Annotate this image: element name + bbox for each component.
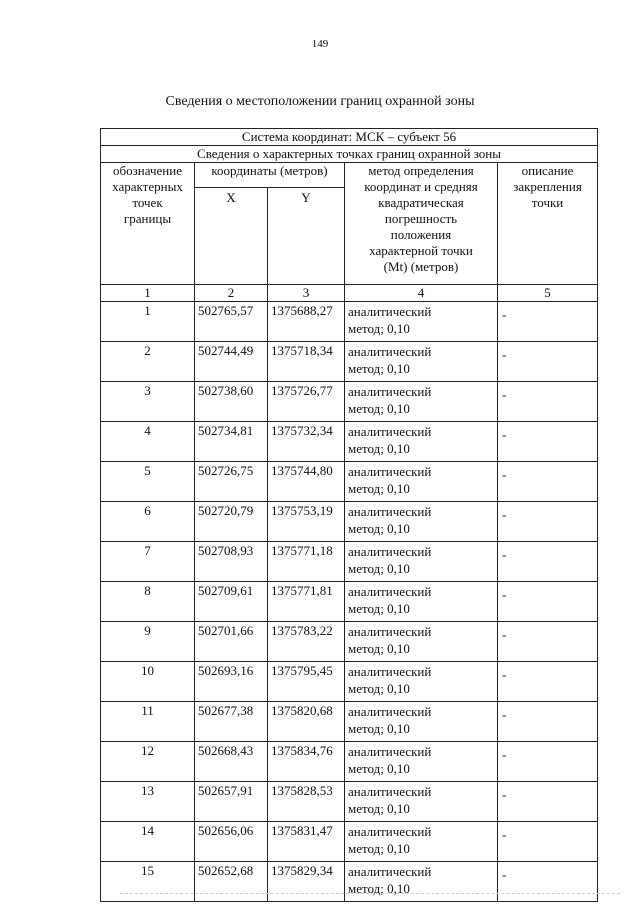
boundary-points-table: [100, 128, 598, 902]
table-row: [101, 702, 598, 742]
x-coordinate-cell: [195, 662, 268, 702]
point-id-cell-text: 5: [144, 463, 151, 478]
x-coordinate-cell-text: 502693,16: [198, 663, 254, 678]
point-id-cell-text: 1: [144, 303, 151, 318]
y-coordinate-cell: [268, 742, 345, 782]
y-coordinate-cell-text: 1375828,53: [271, 783, 333, 798]
method-cell: [345, 742, 498, 782]
method-cell-text: аналитический: [348, 824, 432, 839]
x-coordinate-cell-text: 502657,91: [198, 783, 254, 798]
method-cell: [345, 622, 498, 662]
table-row: [101, 462, 598, 502]
method-cell: [345, 302, 498, 342]
y-coordinate-cell: [268, 502, 345, 542]
header-designation-line: границы: [123, 211, 172, 226]
description-cell-text: -: [502, 707, 507, 722]
description-cell-text: -: [502, 507, 507, 522]
description-cell-text: -: [502, 347, 507, 362]
column-number: 4: [345, 285, 498, 302]
method-cell-text: аналитический: [348, 344, 432, 359]
point-id-cell: [101, 342, 195, 382]
x-coordinate-cell: [195, 502, 268, 542]
point-id-cell: [101, 782, 195, 822]
header-designation-line: точек: [132, 195, 163, 210]
y-coordinate-cell: [268, 422, 345, 462]
y-coordinate-cell-text: 1375820,68: [271, 703, 333, 718]
description-cell: [498, 742, 598, 782]
x-coordinate-cell: [195, 542, 268, 582]
table-row: [101, 822, 598, 862]
y-coordinate-cell: [268, 542, 345, 582]
header-method-line: (Mt) (метров): [383, 259, 459, 274]
table-row: [101, 662, 598, 702]
table-row: [101, 422, 598, 462]
x-coordinate-cell-text: 502701,66: [198, 623, 254, 638]
x-coordinate-cell: [195, 742, 268, 782]
header-x: X: [195, 188, 268, 285]
x-coordinate-cell-text: 502668,43: [198, 743, 254, 758]
x-coordinate-cell: [195, 582, 268, 622]
method-cell-text: аналитический: [348, 704, 432, 719]
column-number: 1: [101, 285, 195, 302]
method-cell: [345, 542, 498, 582]
description-cell-text: -: [502, 627, 507, 642]
method-cell-text: аналитический: [348, 624, 432, 639]
points-caption-cell: Сведения о характерных точках границ охранной зоны: [101, 146, 598, 163]
column-number: 2: [195, 285, 268, 302]
point-id-cell-text: 10: [141, 663, 154, 678]
description-cell-text: -: [502, 547, 507, 562]
header-method-line: координат и средняя: [364, 179, 478, 194]
point-id-cell-text: 7: [144, 543, 151, 558]
description-cell-text: -: [502, 867, 507, 882]
point-id-cell: [101, 382, 195, 422]
x-coordinate-cell: [195, 462, 268, 502]
document-title: Сведения о местоположении границ охранной зоны: [165, 94, 475, 109]
y-coordinate-cell-text: 1375732,34: [271, 423, 333, 438]
column-number: 5: [498, 285, 598, 302]
method-cell: [345, 502, 498, 542]
point-id-cell-text: 2: [144, 343, 151, 358]
description-cell: [498, 822, 598, 862]
y-coordinate-cell-text: 1375744,80: [271, 463, 333, 478]
point-id-cell-text: 3: [144, 383, 151, 398]
point-id-cell-text: 12: [141, 743, 154, 758]
point-id-cell-text: 13: [141, 783, 154, 798]
x-coordinate-cell-text: 502734,81: [198, 423, 254, 438]
header-description-line: точки: [531, 195, 564, 210]
description-cell-text: -: [502, 667, 507, 682]
page-number: 149: [311, 38, 329, 50]
point-id-cell: [101, 582, 195, 622]
y-coordinate-cell: [268, 462, 345, 502]
x-coordinate-cell: [195, 422, 268, 462]
header-description: [498, 163, 598, 285]
table-row: [101, 502, 598, 542]
column-number: 3: [268, 285, 345, 302]
method-cell-text: метод; 0,10: [348, 761, 410, 776]
y-coordinate-cell-text: 1375829,34: [271, 863, 333, 878]
header-method-line: погрешность: [384, 211, 458, 226]
description-cell-text: -: [502, 387, 507, 402]
y-coordinate-cell-text: 1375771,81: [271, 583, 333, 598]
method-cell-text: метод; 0,10: [348, 881, 410, 896]
y-coordinate-cell: [268, 822, 345, 862]
point-id-cell-text: 9: [144, 623, 151, 638]
x-coordinate-cell-text: 502652,68: [198, 863, 254, 878]
point-id-cell: [101, 742, 195, 782]
y-coordinate-cell: [268, 582, 345, 622]
method-cell-text: метод; 0,10: [348, 361, 410, 376]
method-cell-text: аналитический: [348, 424, 432, 439]
method-cell-text: аналитический: [348, 544, 432, 559]
method-cell-text: метод; 0,10: [348, 641, 410, 656]
header-method-line: характерной точки: [369, 243, 473, 258]
x-coordinate-cell-text: 502709,61: [198, 583, 254, 598]
y-coordinate-cell-text: 1375783,22: [271, 623, 333, 638]
x-coordinate-cell-text: 502677,38: [198, 703, 254, 718]
header-method-line: метод определения: [368, 163, 474, 178]
header-description-line: описание: [521, 163, 574, 178]
method-cell: [345, 782, 498, 822]
point-id-cell-text: 6: [144, 503, 151, 518]
method-cell: [345, 662, 498, 702]
points-caption-row: [101, 146, 598, 163]
method-cell: [345, 702, 498, 742]
method-cell-text: метод; 0,10: [348, 321, 410, 336]
method-cell-text: аналитический: [348, 464, 432, 479]
point-id-cell: [101, 302, 195, 342]
method-cell-text: метод; 0,10: [348, 441, 410, 456]
method-cell-text: аналитический: [348, 504, 432, 519]
y-coordinate-cell-text: 1375834,76: [271, 743, 333, 758]
x-coordinate-cell-text: 502744,49: [198, 343, 254, 358]
method-cell-text: метод; 0,10: [348, 481, 410, 496]
header-y: Y: [268, 188, 345, 285]
method-cell: [345, 342, 498, 382]
description-cell-text: -: [502, 467, 507, 482]
method-cell-text: метод; 0,10: [348, 521, 410, 536]
page-bottom-edge: [120, 893, 620, 898]
method-cell-text: метод; 0,10: [348, 601, 410, 616]
table-row: [101, 382, 598, 422]
table-row: [101, 342, 598, 382]
y-coordinate-cell-text: 1375718,34: [271, 343, 333, 358]
method-cell-text: метод; 0,10: [348, 721, 410, 736]
x-coordinate-cell: [195, 822, 268, 862]
method-cell-text: метод; 0,10: [348, 681, 410, 696]
point-id-cell: [101, 542, 195, 582]
y-coordinate-cell-text: 1375753,19: [271, 503, 333, 518]
method-cell: [345, 462, 498, 502]
header-method: [345, 163, 498, 285]
table-row: [101, 622, 598, 662]
point-id-cell: [101, 502, 195, 542]
y-coordinate-cell: [268, 382, 345, 422]
y-coordinate-cell-text: 1375795,45: [271, 663, 333, 678]
column-numbers-row: [101, 285, 598, 302]
header-description-line: закрепления: [513, 179, 582, 194]
description-cell: [498, 662, 598, 702]
header-designation-line: характерных: [112, 179, 183, 194]
y-coordinate-cell: [268, 702, 345, 742]
description-cell: [498, 622, 598, 662]
x-coordinate-cell: [195, 622, 268, 662]
header-method-line: квадратическая: [378, 195, 464, 210]
table-row: [101, 302, 598, 342]
x-coordinate-cell-text: 502765,57: [198, 303, 254, 318]
header-coords: координаты (метров): [195, 163, 345, 188]
header-designation: [101, 163, 195, 285]
method-cell-text: метод; 0,10: [348, 801, 410, 816]
table-row: [101, 542, 598, 582]
x-coordinate-cell: [195, 302, 268, 342]
header-row: [101, 163, 598, 188]
method-cell: [345, 382, 498, 422]
header-designation-line: обозначение: [113, 163, 182, 178]
y-coordinate-cell-text: 1375688,27: [271, 303, 333, 318]
y-coordinate-cell: [268, 622, 345, 662]
method-cell-text: аналитический: [348, 864, 432, 879]
table-row: [101, 582, 598, 622]
description-cell: [498, 702, 598, 742]
y-coordinate-cell: [268, 782, 345, 822]
coord-system-cell: Система координат: МСК – субъект 56: [101, 129, 598, 146]
x-coordinate-cell: [195, 782, 268, 822]
point-id-cell-text: 8: [144, 583, 151, 598]
x-coordinate-cell: [195, 342, 268, 382]
description-cell-text: -: [502, 827, 507, 842]
point-id-cell: [101, 702, 195, 742]
description-cell-text: -: [502, 747, 507, 762]
coord-system-row: [101, 129, 598, 146]
x-coordinate-cell-text: 502726,75: [198, 463, 254, 478]
x-coordinate-cell-text: 502656,06: [198, 823, 254, 838]
y-coordinate-cell-text: 1375831,47: [271, 823, 333, 838]
method-cell-text: аналитический: [348, 584, 432, 599]
point-id-cell: [101, 422, 195, 462]
method-cell-text: аналитический: [348, 784, 432, 799]
y-coordinate-cell: [268, 662, 345, 702]
method-cell: [345, 582, 498, 622]
description-cell-text: -: [502, 587, 507, 602]
description-cell: [498, 542, 598, 582]
y-coordinate-cell-text: 1375771,18: [271, 543, 333, 558]
x-coordinate-cell-text: 502720,79: [198, 503, 254, 518]
x-coordinate-cell: [195, 382, 268, 422]
description-cell: [498, 422, 598, 462]
point-id-cell-text: 15: [141, 863, 154, 878]
method-cell-text: аналитический: [348, 664, 432, 679]
point-id-cell: [101, 462, 195, 502]
description-cell: [498, 462, 598, 502]
y-coordinate-cell-text: 1375726,77: [271, 383, 333, 398]
method-cell-text: метод; 0,10: [348, 841, 410, 856]
description-cell: [498, 582, 598, 622]
description-cell-text: -: [502, 307, 507, 322]
point-id-cell: [101, 822, 195, 862]
description-cell: [498, 342, 598, 382]
description-cell: [498, 302, 598, 342]
description-cell: [498, 382, 598, 422]
y-coordinate-cell: [268, 342, 345, 382]
method-cell-text: аналитический: [348, 384, 432, 399]
x-coordinate-cell: [195, 702, 268, 742]
description-cell: [498, 782, 598, 822]
table-row: [101, 742, 598, 782]
x-coordinate-cell-text: 502738,60: [198, 383, 254, 398]
method-cell-text: аналитический: [348, 304, 432, 319]
method-cell-text: аналитический: [348, 744, 432, 759]
description-cell-text: -: [502, 787, 507, 802]
method-cell: [345, 822, 498, 862]
header-method-line: положения: [390, 227, 452, 242]
method-cell-text: метод; 0,10: [348, 561, 410, 576]
point-id-cell-text: 11: [141, 703, 154, 718]
point-id-cell: [101, 622, 195, 662]
table-row: [101, 782, 598, 822]
x-coordinate-cell-text: 502708,93: [198, 543, 254, 558]
description-cell-text: -: [502, 427, 507, 442]
method-cell-text: метод; 0,10: [348, 401, 410, 416]
point-id-cell: [101, 662, 195, 702]
y-coordinate-cell: [268, 302, 345, 342]
point-id-cell-text: 14: [141, 823, 154, 838]
method-cell: [345, 422, 498, 462]
description-cell: [498, 502, 598, 542]
point-id-cell-text: 4: [144, 423, 151, 438]
